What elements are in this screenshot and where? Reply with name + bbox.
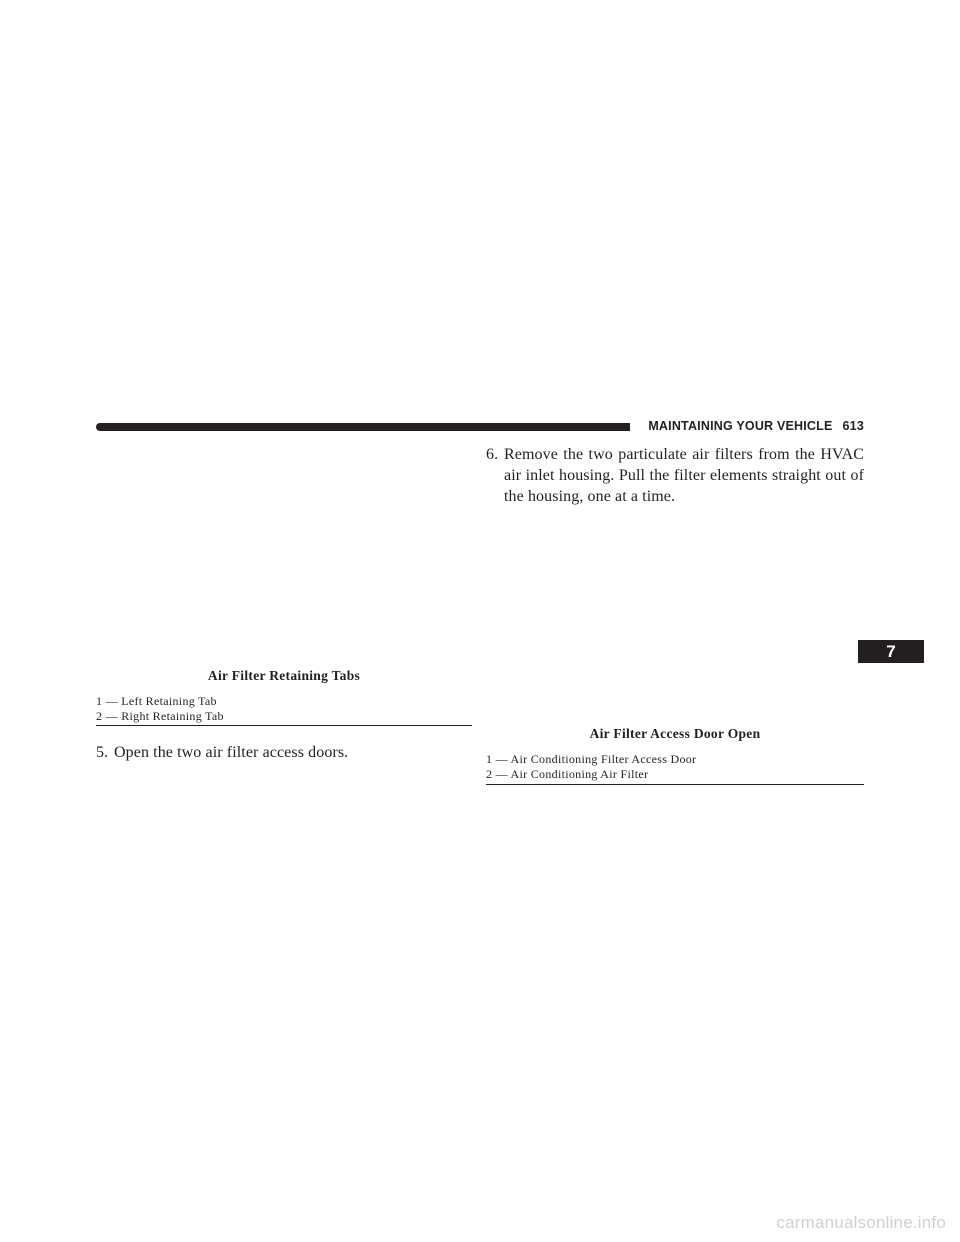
header-rule-bar: [96, 423, 630, 431]
figure-legend-retaining-tabs: [96, 694, 224, 724]
figure-caption-access-door: Air Filter Access Door Open: [589, 726, 761, 741]
step-5: [96, 742, 472, 763]
step-number: 5.: [96, 744, 109, 761]
watermark: carmanualsonline.info: [776, 1213, 946, 1232]
step-number: 6.: [486, 446, 499, 463]
chapter-tab: 7: [858, 640, 924, 663]
step-text: Remove the two particulate air filters from the HVAC air inlet housing. Pull the filter elements straight out of the housing, one at a time.: [504, 446, 864, 505]
page-number: 613: [842, 419, 864, 433]
running-header: [646, 419, 864, 433]
caption-divider: [486, 784, 864, 785]
step-text: Open the two air filter access doors.: [114, 744, 349, 761]
legend-item: 1 — Air Conditioning Filter Access Door: [486, 752, 697, 766]
legend-item: 1 — Left Retaining Tab: [96, 694, 217, 708]
caption-divider: [96, 725, 472, 726]
section-title: MAINTAINING YOUR VEHICLE: [648, 419, 833, 433]
legend-item: 2 — Air Conditioning Air Filter: [486, 767, 649, 781]
figure-caption-retaining-tabs: Air Filter Retaining Tabs: [207, 668, 361, 683]
figure-legend-access-door: [486, 752, 696, 782]
legend-item: 2 — Right Retaining Tab: [96, 709, 224, 723]
step-6: [486, 444, 864, 507]
